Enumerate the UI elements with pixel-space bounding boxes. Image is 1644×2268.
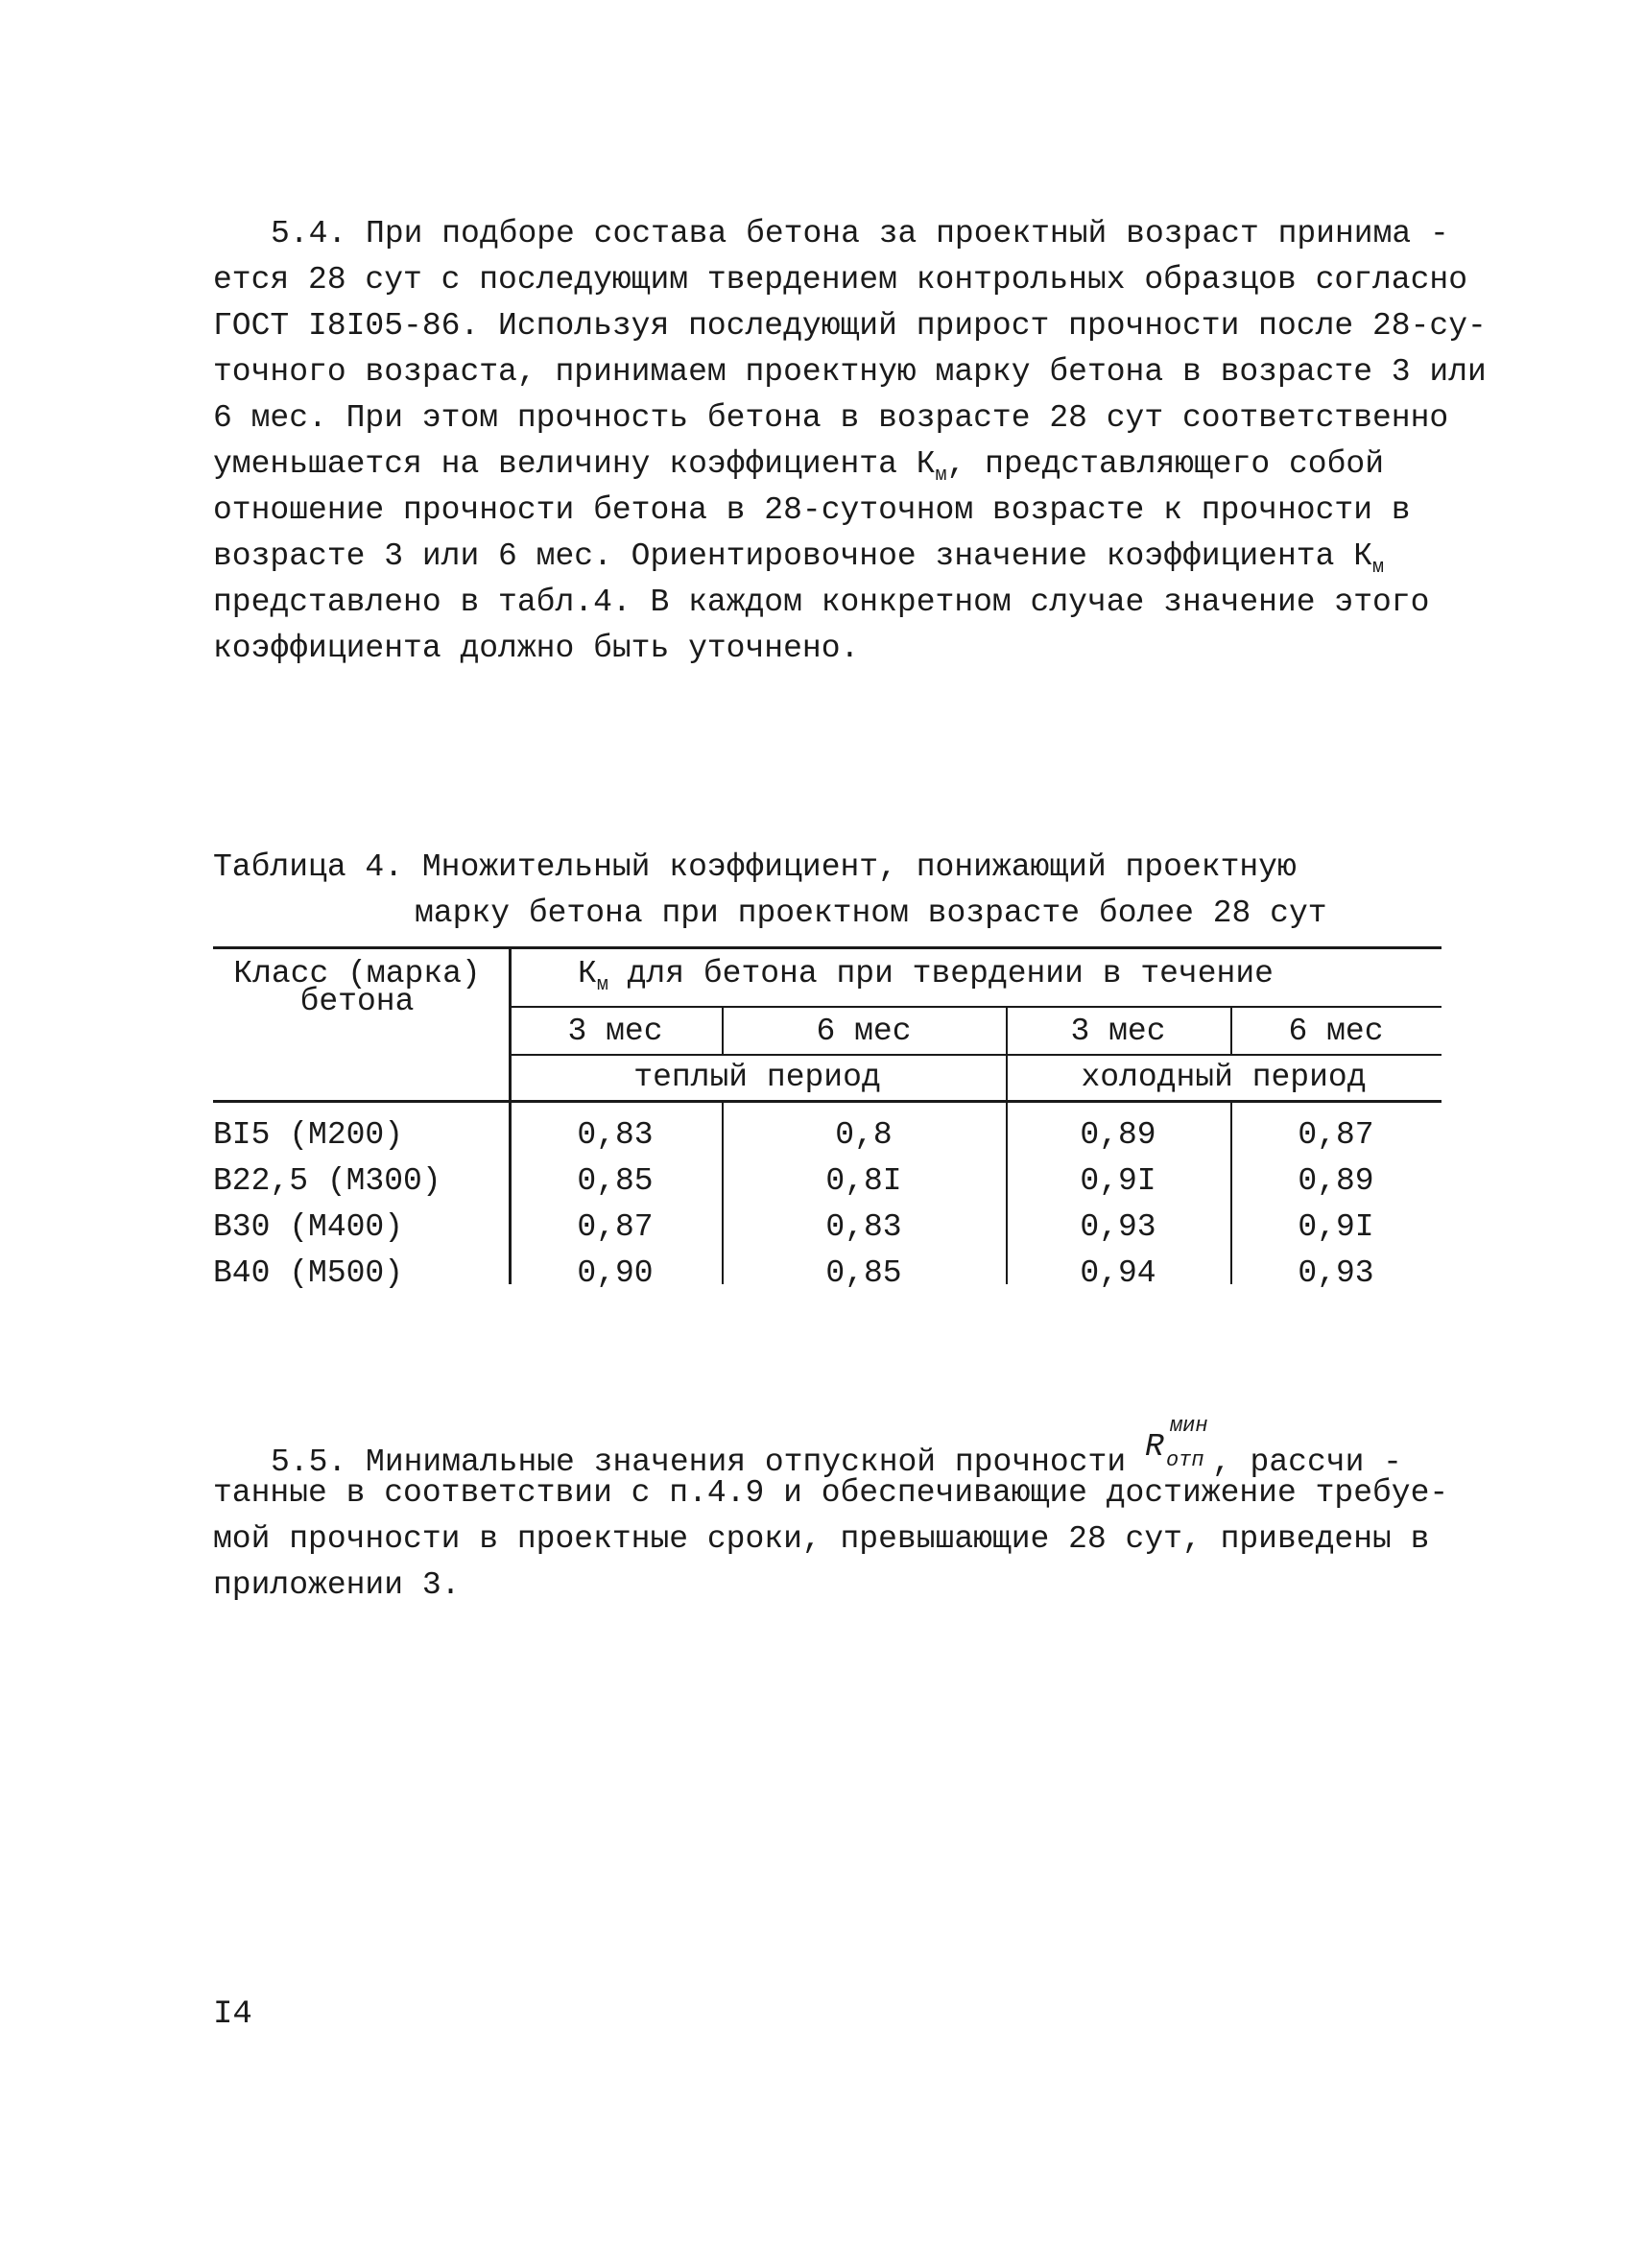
- class-header: [213, 956, 501, 1019]
- table-cell: 0,89: [1298, 1163, 1374, 1199]
- para-line: мой прочности в проектные сроки, превышающие 28 сут, приведены в: [213, 1521, 1430, 1557]
- para-line: коэффициента должно быть уточнено.: [213, 631, 860, 666]
- period-header: холодный период: [1081, 1060, 1367, 1095]
- period-header: теплый период: [633, 1060, 881, 1095]
- table-cell: 0,85: [577, 1163, 654, 1199]
- table-cell: 0,87: [577, 1209, 654, 1245]
- sub-header: 3 мес: [567, 1014, 663, 1049]
- table-cell: 0,93: [1298, 1255, 1374, 1291]
- table-row-class: B40 (M500): [213, 1255, 404, 1291]
- r-subscript: отп: [1165, 1448, 1204, 1472]
- para-text: 5.5. Минимальные значения отпускной прочности: [271, 1444, 1145, 1480]
- paragraph-5-5: [213, 1414, 1451, 1609]
- caption-line: Таблица 4. Множительный коэффициент, понижающий проектную: [213, 849, 1297, 885]
- table-cell: 0,93: [1080, 1209, 1156, 1245]
- table-cell: 0,83: [577, 1117, 654, 1153]
- table-cell: 0,8I: [825, 1163, 902, 1199]
- coefficient-table: [213, 946, 1441, 1292]
- table-header-bottom-rule: [213, 1100, 1441, 1103]
- table-rule: [509, 1054, 1441, 1056]
- table-rule: [509, 1006, 1441, 1008]
- r-superscript: мин: [1169, 1414, 1208, 1438]
- table-cell: 0,83: [825, 1209, 902, 1245]
- caption-line: марку бетона при проектном возрасте более 28 сут: [415, 895, 1327, 931]
- table-cell: 0,89: [1080, 1117, 1156, 1153]
- table-cell: 0,8: [835, 1117, 893, 1153]
- para-line: представлено в табл.4. В каждом конкретном случае значение этого: [213, 585, 1430, 620]
- para-text: , представляющего собой: [946, 446, 1385, 482]
- para-line: [213, 1414, 1451, 1480]
- table-top-rule: [213, 946, 1441, 949]
- para-line: 6 мес. При этом прочность бетона в возрасте 28 сут соответственно: [213, 400, 1449, 436]
- para-text: , рассчи -: [1211, 1444, 1402, 1480]
- k-symbol: К: [578, 956, 597, 991]
- group-header: [509, 956, 1511, 996]
- k-subscript: м: [1372, 557, 1385, 579]
- r-letter: R: [1144, 1429, 1164, 1465]
- paragraph-5-4: [213, 211, 1487, 672]
- sub-header: 6 мес: [816, 1014, 912, 1049]
- class-header-line: бетона: [299, 984, 415, 1019]
- k-subscript: м: [935, 465, 947, 487]
- para-line: [213, 534, 1451, 580]
- para-line: отношение прочности бетона в 28-суточном возрасте к прочности в: [213, 492, 1411, 528]
- para-line: приложении 3.: [213, 1567, 461, 1603]
- para-line: точного возраста, принимаем проектную марку бетона в возрасте 3 или: [213, 354, 1487, 390]
- table-row-class: B30 (M400): [213, 1209, 404, 1245]
- para-line: 5.4. При подборе состава бетона за проектный возраст принима -: [271, 216, 1449, 251]
- table-row-class: B22,5 (M300): [213, 1163, 441, 1199]
- class-header-line: Класс (марка): [233, 956, 481, 991]
- para-line: [213, 442, 1451, 488]
- table-cell: 0,9I: [1298, 1209, 1374, 1245]
- table-cell: 0,90: [577, 1255, 654, 1291]
- sub-header: 6 мес: [1288, 1014, 1384, 1049]
- table-cell: 0,94: [1080, 1255, 1156, 1291]
- sub-header: 3 мес: [1070, 1014, 1166, 1049]
- table-row-class: BI5 (M200): [213, 1117, 404, 1153]
- k-subscript: м: [596, 974, 608, 996]
- group-header-text: для бетона при твердении в течение: [608, 956, 1274, 991]
- para-line: ется 28 сут с последующим твердением контрольных образцов согласно: [213, 262, 1468, 298]
- para-text: уменьшается на величину коэффициента К: [213, 446, 936, 482]
- table-cell: 0,85: [825, 1255, 902, 1291]
- para-line: ГОСТ I8I05-86. Используя последующий прирост прочности после 28-су-: [213, 308, 1487, 344]
- table-cell: 0,9I: [1080, 1163, 1156, 1199]
- page-number: I4: [213, 1996, 252, 2033]
- para-text: возрасте 3 или 6 мес. Ориентировочное значение коэффициента К: [213, 538, 1372, 574]
- r-otp-symbol: [1144, 1414, 1212, 1472]
- table-caption: [213, 845, 1327, 937]
- para-line: танные в соответствии с п.4.9 и обеспечивающие достижение требуе-: [213, 1475, 1449, 1511]
- table-cell: 0,87: [1298, 1117, 1374, 1153]
